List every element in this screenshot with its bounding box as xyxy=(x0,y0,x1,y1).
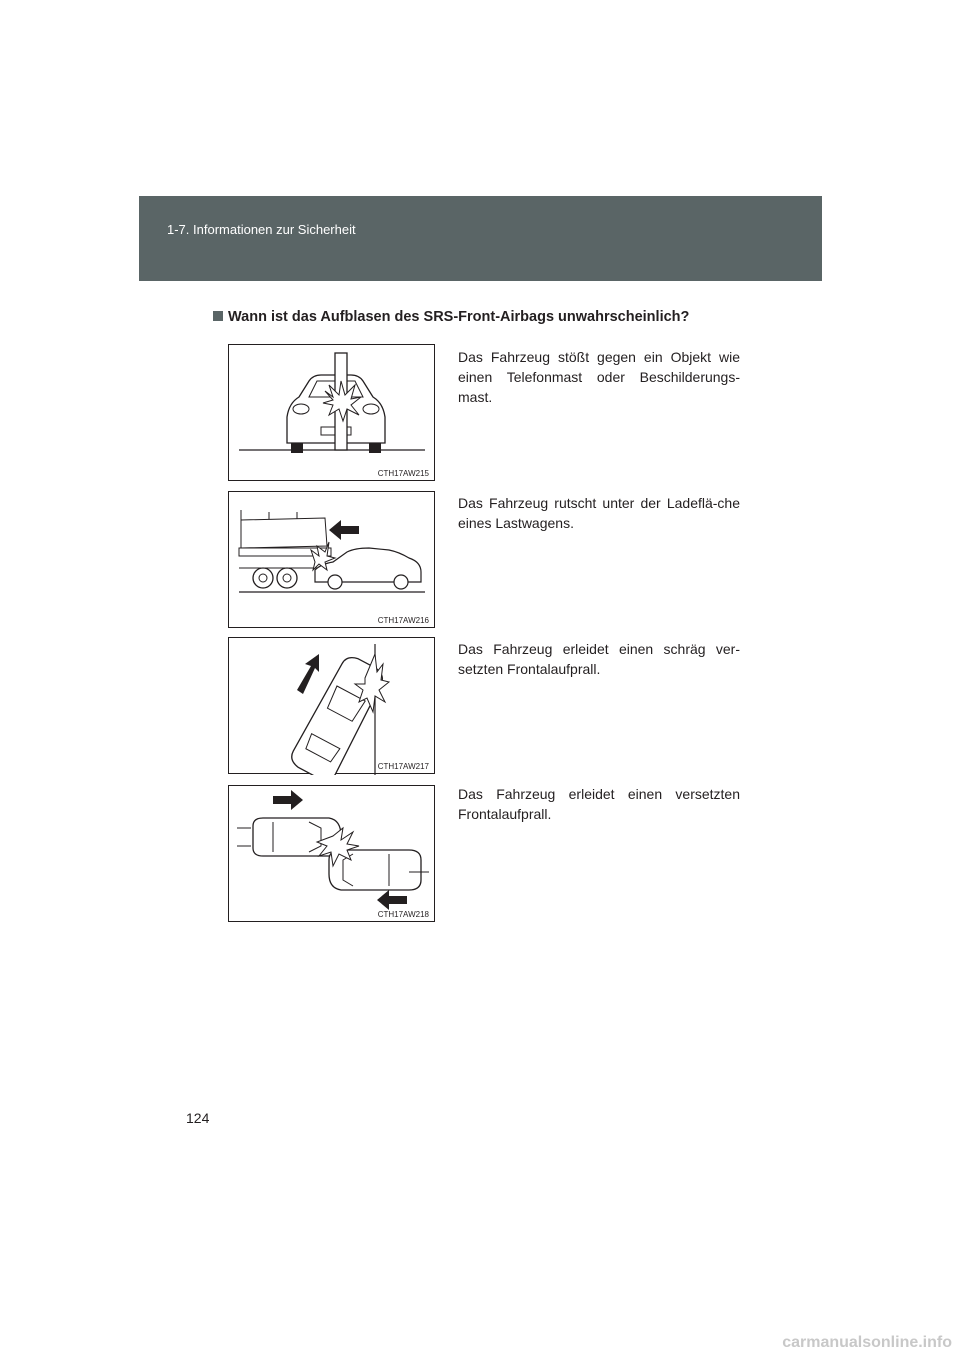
heading-bullet-icon xyxy=(213,311,223,321)
section-heading xyxy=(213,309,689,325)
offset-impact-illustration xyxy=(229,786,436,923)
figure-code: CTH17AW217 xyxy=(377,762,429,771)
description-oblique-impact: Das Fahrzeug erleidet einen schräg ver-setzten Frontalaufprall. xyxy=(458,641,740,677)
figure-underride xyxy=(228,491,435,628)
description-underride: Das Fahrzeug rutscht unter der Ladeflä-che eines Lastwagens. xyxy=(458,495,740,531)
section-heading-text: Wann ist das Aufblasen des SRS-Front-Airbags unwahrscheinlich? xyxy=(228,309,690,325)
page-number: 124 xyxy=(186,1110,210,1126)
figure-oblique-impact xyxy=(228,637,435,774)
figure-pole-impact xyxy=(228,344,435,481)
oblique-impact-illustration xyxy=(229,638,436,775)
description-pole-impact: Das Fahrzeug stößt gegen ein Objekt wie einen Telefonmast oder Beschilderungs-mast. xyxy=(458,349,740,405)
figure-offset-impact xyxy=(228,785,435,922)
underride-illustration xyxy=(229,492,436,629)
chapter-title: 1-7. Informationen zur Sicherheit xyxy=(167,222,356,237)
pole-impact-illustration xyxy=(229,345,436,482)
figure-code: CTH17AW215 xyxy=(377,469,429,478)
chapter-header-band xyxy=(139,196,822,281)
figure-code: CTH17AW216 xyxy=(377,616,429,625)
figure-code: CTH17AW218 xyxy=(377,910,429,919)
watermark: carmanualsonline.info xyxy=(782,1334,952,1351)
description-offset-impact: Das Fahrzeug erleidet einen versetzten Frontalaufprall. xyxy=(458,786,740,822)
